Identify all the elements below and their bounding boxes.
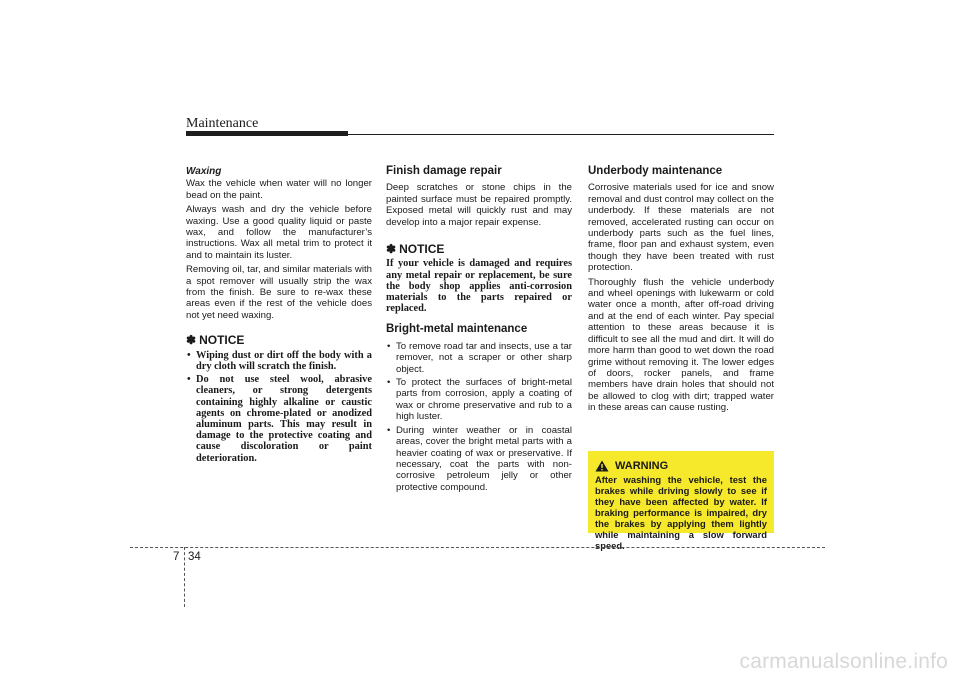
notice-heading — [386, 244, 572, 255]
column-right — [588, 166, 774, 417]
bright-metal-item: • To remove road tar and insects, use a tar remover, not a scraper or other sharp object. — [386, 341, 572, 375]
underbody-paragraph-1: Corrosive materials used for ice and snow removal and dust control may collect on the underbody. If these materials are not removed, accelerated rusting can occur on underbody parts such as the fuel lines, frame, floor pan and exhaust system, even though they have been treated with rust protection. — [588, 182, 774, 274]
footer-rule — [130, 547, 825, 548]
notice-item: • Wiping dust or dirt off the body with a dry cloth will scratch the finish. — [186, 350, 372, 372]
bright-metal-item: • To protect the surfaces of bright-metal parts from corrosion, apply a coating of wax or chrome preservative and rub to a high luster. — [386, 377, 572, 423]
bright-metal-item: • During winter weather or in coastal areas, cover the bright metal parts with a heavier coating of wax or preservative. If necessary, coat the parts with non-corrosive petroleum jelly or other protective compound. — [386, 425, 572, 493]
watermark: carmanualsonline.info — [739, 650, 948, 673]
header-rule — [186, 134, 774, 135]
notice-icon: ✽ — [186, 333, 197, 348]
section-title: Maintenance — [186, 116, 259, 131]
bright-metal-list — [386, 341, 572, 493]
finish-damage-paragraph: Deep scratches or stone chips in the painted surface must be repaired promptly. Exposed metal will quickly rust and may develop into a major repair expense. — [386, 182, 572, 228]
column-middle — [386, 166, 572, 495]
warning-title: WARNING — [615, 460, 669, 472]
footer-divider — [184, 547, 185, 607]
notice-text: If your vehicle is damaged and requires any metal repair or replacement, be sure the body shop applies anti-corrosion materials to the parts repaired or replaced. — [386, 258, 572, 315]
warning-text: After washing the vehicle, test the brakes while driving slowly to see if they have been affected by water. If braking performance is impaired, dry the brakes by applying them lightly while maintaining a slow forward speed. — [595, 474, 767, 551]
warning-heading — [595, 460, 767, 472]
notice-heading — [186, 335, 372, 346]
notice-title: NOTICE — [399, 242, 445, 257]
notice-icon: ✽ — [386, 242, 397, 257]
notice-list — [186, 350, 372, 464]
warning-triangle-icon — [595, 460, 609, 472]
column-left — [186, 166, 372, 466]
notice-title: NOTICE — [199, 333, 245, 348]
warning-box — [588, 451, 774, 551]
finish-damage-title: Finish damage repair — [386, 165, 502, 177]
bright-metal-title: Bright-metal maintenance — [386, 323, 528, 336]
waxing-paragraph-2: Always wash and dry the vehicle before waxing. Use a good quality liquid or paste wax, and follow the manufacturer’s instructions. Wax all metal trim to protect it and to maintain its luster. — [186, 204, 372, 261]
underbody-paragraph-2: Thoroughly flush the vehicle underbody and wheel openings with lukewarm or cold water once a month, after off-road driving and at the end of each winter. Pay special attention to these areas because it is difficult to see all the mud and dirt. It will do more harm than good to wet down the road grime without removing it. The lower edges of doors, rocker panels, and frame members have drain holes that should not be allowed to clog with dirt; trapped water in these areas can cause rusting. — [588, 276, 774, 414]
waxing-paragraph-3: Removing oil, tar, and similar materials with a spot remover will usually strip the wax from the finish. Be sure to re-wax these areas even if the rest of the vehicle does not yet need waxing. — [186, 264, 372, 321]
notice-item: • Do not use steel wool, abrasive cleaners, or strong detergents containing highly alkaline or caustic agents on chrome-plated or anodized aluminum parts. This may result in damage to the protective coating and cause discoloration or paint deterioration. — [186, 374, 372, 464]
waxing-title: Waxing — [186, 166, 222, 177]
chapter-number: 7 — [173, 551, 180, 563]
waxing-paragraph-1: Wax the vehicle when water will no longer bead on the paint. — [186, 178, 372, 201]
underbody-title: Underbody maintenance — [588, 165, 723, 177]
page-number: 34 — [188, 551, 201, 563]
